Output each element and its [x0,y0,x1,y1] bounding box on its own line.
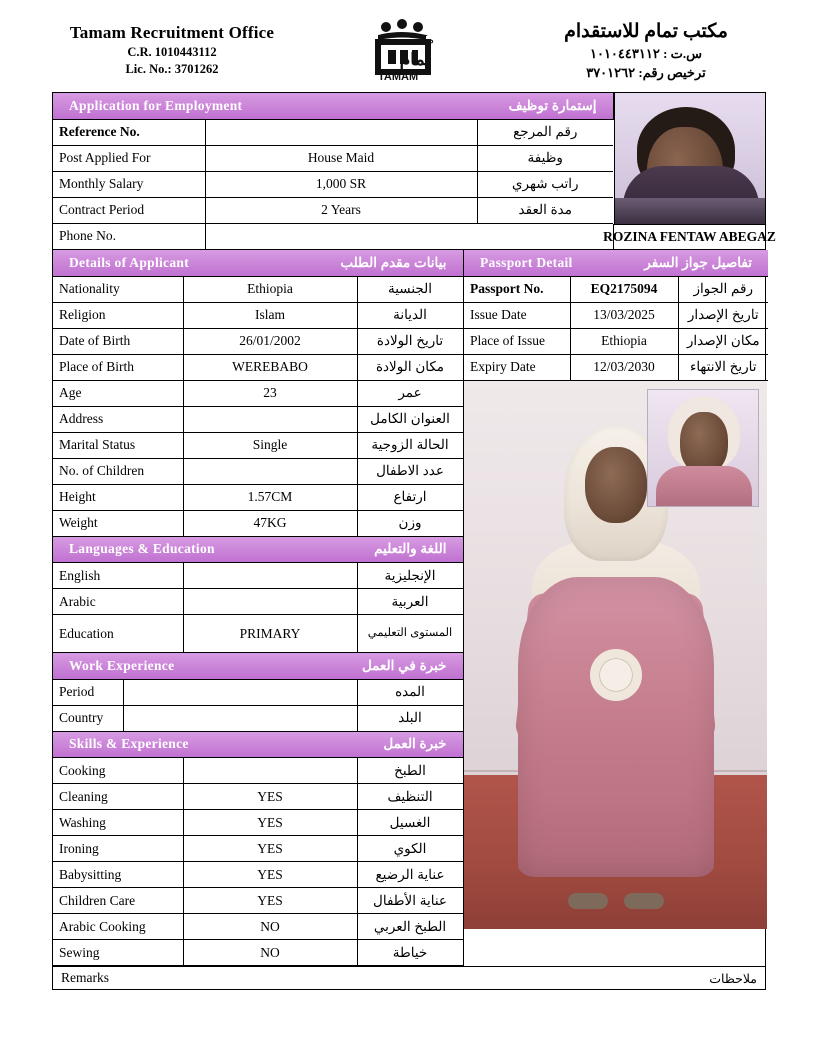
header-right-block [496,20,796,81]
post-applied-label: Post Applied For [53,145,205,171]
office-license-en: Lic. No.: 3701262 [125,62,219,76]
marital-status-label-ar: الحالة الزوجية [357,432,463,458]
table-row [53,836,463,862]
education-label-ar: المستوى التعليمي [357,615,463,653]
expiry-date-label: Expiry Date [464,354,570,380]
document-header [0,0,818,92]
applicant-full-body-photo [464,381,767,929]
table-row [53,458,463,484]
work-period-label: Period [53,679,123,705]
contract-period-value[interactable]: 2 Years [205,197,477,223]
babysitting-label: Babysitting [53,862,183,888]
place-of-birth-value[interactable]: WEREBABO [183,354,357,380]
arabic-label: Arabic [53,589,183,615]
issue-date-label-ar: تاريخ الإصدار [678,302,768,328]
phone-block [53,224,614,251]
passport-no-value[interactable]: EQ2175094 [570,276,678,302]
nationality-label: Nationality [53,276,183,302]
table-row [464,276,768,302]
sewing-label-ar: خياطة [357,940,463,966]
age-label-ar: عمر [357,380,463,406]
skills-banner-en: Skills & Experience [69,736,189,752]
age-label: Age [53,380,183,406]
skills-table [53,732,464,967]
table-row [53,510,463,536]
arabic-cooking-label: Arabic Cooking [53,914,183,940]
work-banner [53,653,463,679]
table-row [53,197,613,223]
tamam-logo-icon [334,19,484,81]
figure-feet [568,893,664,911]
babysitting-label-ar: عناية الرضيع [357,862,463,888]
table-row [53,758,463,784]
no-of-children-label: No. of Children [53,458,183,484]
header-logo [324,19,494,81]
arabic-value[interactable] [183,589,357,615]
figure-face [585,447,647,523]
details-banner-ar: بيانات مقدم الطلب [340,254,447,270]
address-value[interactable] [183,406,357,432]
education-value[interactable]: PRIMARY [183,615,357,653]
header-left-block [22,23,322,77]
table-row [53,784,463,810]
cleaning-label: Cleaning [53,784,183,810]
expiry-date-label-ar: تاريخ الانتهاء [678,354,768,380]
application-table [53,93,614,224]
full-photo-scene [464,381,767,929]
figure-belt-buckle [590,649,642,701]
passport-banner-ar: تفاصيل جواز السفر [644,254,753,270]
work-banner-en: Work Experience [69,657,175,673]
table-row [53,679,463,705]
details-banner-en: Details of Applicant [69,254,190,270]
inset-body [656,466,752,506]
svg-text:تمام: تمام [399,50,430,69]
table-row [53,328,463,354]
skills-banner-row [53,732,463,758]
details-banner [53,250,463,276]
applicant-portrait-photo [615,93,765,224]
table-row [53,914,463,940]
mid-section [53,250,765,966]
languages-banner-ar: اللغة والتعليم [374,541,447,557]
arabic-cooking-value[interactable]: NO [183,914,357,940]
place-of-birth-label-ar: مكان الولادة [357,354,463,380]
office-license-ar: ترخيص رقم: ٣٧٠١٢٦٢ [586,64,706,80]
ironing-label-ar: الكوي [357,836,463,862]
table-row [53,406,463,432]
nationality-value[interactable]: Ethiopia [183,276,357,302]
office-name-en: Tamam Recruitment Office [69,23,275,42]
table-row [53,119,613,145]
sewing-value[interactable]: NO [183,940,357,966]
table-row [464,354,768,380]
address-label: Address [53,406,183,432]
table-row [53,705,463,731]
remarks-label-ar: ملاحظات [709,971,757,986]
place-of-issue-label-ar: مكان الإصدار [678,328,768,354]
table-row [464,328,768,354]
remarks-label: Remarks [61,970,109,985]
religion-label: Religion [53,302,183,328]
table-row [53,563,463,589]
monthly-salary-label-ar: راتب شهري [477,171,613,197]
table-row [53,171,613,197]
table-row [53,380,463,406]
monthly-salary-value[interactable]: 1,000 SR [205,171,477,197]
work-country-label: Country [53,705,123,731]
svg-text:مكتب: مكتب [407,34,434,46]
skills-banner-ar: خبرة العمل [383,736,447,752]
passport-table [464,250,768,381]
height-label: Height [53,484,183,510]
place-of-issue-label: Place of Issue [464,328,570,354]
phone-label: Phone No. [53,224,205,250]
washing-value[interactable]: YES [183,810,357,836]
washing-label: Washing [53,810,183,836]
date-of-birth-label-ar: تاريخ الولادة [357,328,463,354]
work-period-label-ar: المده [357,679,463,705]
marital-status-label: Marital Status [53,432,183,458]
post-applied-value[interactable]: House Maid [205,145,477,171]
details-banner-row [53,250,463,276]
inset-face [680,412,728,474]
passport-banner [464,250,768,276]
arabic-label-ar: العربية [357,589,463,615]
work-period-value[interactable] [123,679,357,705]
weight-value[interactable]: 47KG [183,510,357,536]
work-banner-ar: خبرة في العمل [361,657,447,673]
top-section [53,93,765,224]
ironing-value[interactable]: YES [183,836,357,862]
table-row [53,810,463,836]
date-of-birth-value[interactable]: 26/01/2002 [183,328,357,354]
application-block [53,93,615,224]
languages-banner-row [53,537,463,563]
address-label-ar: العنوان الكامل [357,406,463,432]
post-applied-label-ar: وظيفة [477,145,613,171]
portrait-shoulder [615,198,765,224]
marital-status-value[interactable]: Single [183,432,357,458]
table-row [53,145,613,171]
work-experience-table [53,653,464,732]
inset-portrait-photo [647,389,759,507]
expiry-date-value[interactable]: 12/03/2030 [570,354,678,380]
table-row [53,888,463,914]
place-of-birth-label: Place of Birth [53,354,183,380]
height-label-ar: ارتفاع [357,484,463,510]
passport-banner-en: Passport Detail [480,254,573,270]
children-care-value[interactable]: YES [183,888,357,914]
children-care-label-ar: عناية الأطفال [357,888,463,914]
office-cr-ar: س.ت : ١٠١٠٤٤٣١١٢ [589,45,702,61]
passport-no-label-ar: رقم الجواز [678,276,768,302]
issue-date-label: Issue Date [464,302,570,328]
svg-text:TAMAM: TAMAM [378,71,419,81]
table-row [53,432,463,458]
issue-date-value[interactable]: 13/03/2025 [570,302,678,328]
no-of-children-label-ar: عدد الاطفال [357,458,463,484]
religion-label-ar: الديانة [357,302,463,328]
languages-table [53,537,464,654]
details-table [53,250,464,537]
contract-period-label-ar: مدة العقد [477,197,613,223]
work-banner-row [53,653,463,679]
figure-dress [518,577,714,877]
portrait-background [615,93,765,224]
languages-banner [53,537,463,563]
languages-banner-en: Languages & Education [69,541,215,557]
left-column [53,250,463,966]
cleaning-value[interactable]: YES [183,784,357,810]
nationality-label-ar: الجنسية [357,276,463,302]
table-row [53,615,463,653]
application-banner [53,93,613,119]
passport-no-label: Passport No. [464,276,570,302]
table-row [53,302,463,328]
height-value[interactable]: 1.57CM [183,484,357,510]
weight-label: Weight [53,510,183,536]
table-row [53,276,463,302]
arabic-cooking-label-ar: الطبخ العربي [357,914,463,940]
reference-no-value[interactable] [205,119,477,145]
ironing-label: Ironing [53,836,183,862]
applicant-name: ROZINA FENTAW ABEGAZ [614,224,765,251]
table-row [53,589,463,615]
phone-name-row [53,224,776,251]
phone-table [53,224,613,251]
reference-no-label: Reference No. [53,119,205,145]
office-cr-en: C.R. 1010443112 [127,45,217,59]
monthly-salary-label: Monthly Salary [53,171,205,197]
cooking-value[interactable] [183,758,357,784]
english-value[interactable] [183,563,357,589]
skills-banner [53,732,463,758]
table-row [53,224,613,250]
right-column [463,250,767,929]
application-banner-en: Application for Employment [69,97,243,113]
table-row [53,940,463,966]
english-label: English [53,563,183,589]
application-banner-row [53,93,613,119]
table-row [53,354,463,380]
education-label: Education [53,615,183,653]
no-of-children-value[interactable] [183,458,357,484]
application-banner-ar: إستمارة توظيف [508,97,597,113]
remarks-row [53,966,765,990]
table-row [53,862,463,888]
date-of-birth-label: Date of Birth [53,328,183,354]
work-country-label-ar: البلد [357,705,463,731]
babysitting-value[interactable]: YES [183,862,357,888]
weight-label-ar: وزن [357,510,463,536]
cleaning-label-ar: التنظيف [357,784,463,810]
place-of-issue-value[interactable]: Ethiopia [570,328,678,354]
cooking-label-ar: الطبخ [357,758,463,784]
washing-label-ar: الغسيل [357,810,463,836]
passport-banner-row [464,250,768,276]
application-form [52,92,776,990]
cooking-label: Cooking [53,758,183,784]
table-row [53,484,463,510]
sewing-label: Sewing [53,940,183,966]
work-country-value[interactable] [123,705,357,731]
age-value[interactable]: 23 [183,380,357,406]
children-care-label: Children Care [53,888,183,914]
phone-value[interactable] [205,224,613,250]
reference-no-label-ar: رقم المرجع [477,119,613,145]
english-label-ar: الإنجليزية [357,563,463,589]
religion-value[interactable]: Islam [183,302,357,328]
table-row [464,302,768,328]
contract-period-label: Contract Period [53,197,205,223]
office-name-ar: مكتب تمام للاستقدام [564,20,728,42]
